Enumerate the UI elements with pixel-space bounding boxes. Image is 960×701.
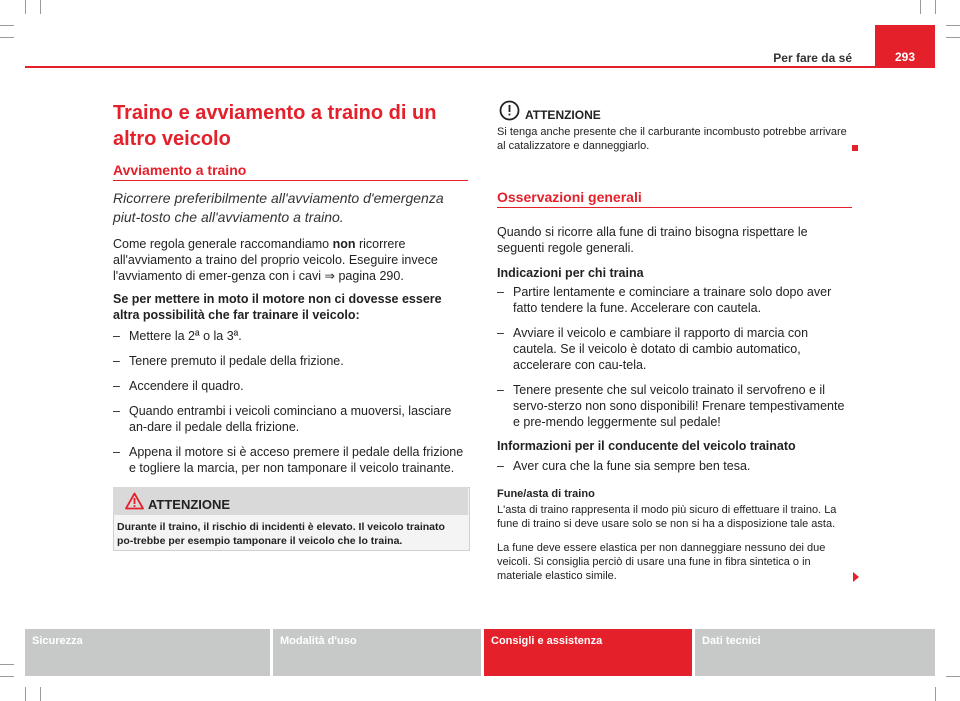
driver-list: [497, 284, 852, 430]
crop-mark: [946, 37, 960, 38]
list-item: [113, 328, 468, 344]
footer-tab-label: Sicurezza: [32, 635, 83, 647]
dash-bullet: –: [113, 354, 120, 368]
footer-tab-label: Modalità d'uso: [280, 635, 357, 647]
crop-mark: [40, 0, 41, 14]
footer-tab-consigli[interactable]: [484, 629, 692, 676]
crop-mark: [25, 687, 26, 701]
section-heading-general: Osservazioni generali: [497, 189, 642, 205]
towed-list: [497, 458, 852, 474]
warning-text: Durante il traino, il rischio di incidenti è elevato. Il veicolo trainato po-trebbe per esempio tamponare il veicolo che lo traina.: [117, 521, 445, 547]
continue-arrow-icon: [853, 572, 859, 582]
dash-bullet: –: [497, 326, 504, 340]
rope-text-2: La fune deve essere elastica per non danneggiare nessuno dei due veicoli. Si consiglia perciò di usare una fune in fibra sintetica o in materiale elastico simile.: [497, 542, 826, 582]
list-item: [497, 325, 852, 373]
dash-bullet: –: [113, 329, 120, 343]
crop-mark: [935, 0, 936, 14]
crop-mark: [40, 687, 41, 701]
list-item: [497, 284, 852, 316]
text-segment: Come regola generale raccomandiamo: [113, 237, 333, 251]
caution-icon: [499, 100, 520, 121]
list-item-text: Appena il motore si è acceso premere il pedale della frizione e togliere la marcia, per non tamponare il veicolo trainante.: [129, 445, 464, 475]
list-item: [113, 444, 468, 476]
steps-list: [113, 328, 468, 476]
section-heading-towing: Avviamento a traino: [113, 162, 247, 178]
crop-mark: [946, 25, 960, 26]
crop-mark: [0, 25, 14, 26]
crop-mark: [920, 0, 921, 14]
dash-bullet: –: [113, 379, 120, 393]
warning-triangle-icon: [125, 492, 144, 510]
list-item: [497, 458, 852, 474]
intro-text: Ricorrere preferibilmente all'avviamento d'emergenza piut-tosto che all'avviamento a traino.: [113, 190, 444, 225]
subheading-towed: Informazioni per il conducente del veicolo trainato: [497, 439, 796, 453]
caution-title: ATTENZIONE: [525, 108, 601, 122]
crop-mark: [946, 676, 960, 677]
running-header: Per fare da sé: [773, 51, 852, 65]
text-segment: ricorrere all'avviamento a traino del proprio veicolo. Eseguire invece l'avviamento di emer-genza con i cavi ⇒ pagina 290.: [113, 237, 438, 283]
caution-text: Si tenga anche presente che il carburante incombusto potrebbe arrivare al catalizzatore e danneggiarlo.: [497, 126, 847, 152]
paragraph-general-rule: [113, 236, 468, 284]
header-rule: [25, 66, 935, 68]
footer-tab-sicurezza[interactable]: [25, 629, 270, 676]
crop-mark: [0, 676, 14, 677]
footer-tab-modalita[interactable]: [273, 629, 481, 676]
list-item-text: Partire lentamente e cominciare a trainare solo dopo aver fatto tendere la fune. Accelerare con cautela.: [513, 285, 832, 315]
chapter-title: Traino e avviamento a traino di un altro veicolo: [113, 102, 437, 150]
footer-tab-dati-tecnici[interactable]: [695, 629, 935, 676]
footer-tab-label: Consigli e assistenza: [491, 635, 603, 647]
emphasis-non: non: [332, 237, 356, 251]
rope-text-1: L'asta di traino rappresenta il modo più sicuro di effettuare il traino. La fune di traino si deve usare solo se non si ha a disposizione tale asta.: [497, 504, 837, 530]
list-item: [113, 353, 468, 369]
list-item-text: Avviare il veicolo e cambiare il rapporto di marcia con cautela. Se il veicolo è dotato di cambio automatico, accelerare con cau-tela.: [513, 326, 809, 372]
list-item: [113, 378, 468, 394]
list-item-text: Mettere la 2ª o la 3ª.: [129, 329, 242, 343]
subheading-rope: Fune/asta di traino: [497, 488, 595, 500]
dash-bullet: –: [113, 445, 120, 459]
end-marker-icon: [852, 145, 858, 151]
dash-bullet: –: [113, 404, 120, 418]
crop-mark: [0, 664, 14, 665]
crop-mark: [0, 37, 14, 38]
dash-bullet: –: [497, 285, 504, 299]
list-item: [497, 382, 852, 430]
list-item-text: Tenere premuto il pedale della frizione.: [129, 354, 344, 368]
dash-bullet: –: [497, 459, 504, 473]
section-rule: [113, 180, 468, 181]
warning-title: ATTENZIONE: [148, 497, 231, 512]
list-item-text: Quando entrambi i veicoli cominciano a muoversi, lasciare an-dare il pedale della frizione.: [129, 404, 452, 434]
list-item-text: Tenere presente che sul veicolo trainato il servofreno e il servo-sterzo non sono disponibili! Frenare tempestivamente e pre-mendo leggermente sul pedale!: [513, 383, 845, 429]
subheading-driver: Indicazioni per chi traina: [497, 266, 644, 280]
footer-tab-label: Dati tecnici: [702, 635, 761, 647]
section-rule: [497, 207, 852, 208]
dash-bullet: –: [497, 383, 504, 397]
crop-mark: [25, 0, 26, 14]
list-item-text: Aver cura che la fune sia sempre ben tesa.: [513, 459, 751, 473]
page-number: 293: [894, 50, 916, 64]
crop-mark: [935, 687, 936, 701]
lead-in-text: Se per mettere in moto il motore non ci dovesse essere altra possibilità che far trainare il veicolo:: [113, 292, 442, 322]
list-item-text: Accendere il quadro.: [129, 379, 244, 393]
list-item: [113, 403, 468, 435]
general-intro: Quando si ricorre alla fune di traino bisogna rispettare le seguenti regole generali.: [497, 225, 808, 255]
